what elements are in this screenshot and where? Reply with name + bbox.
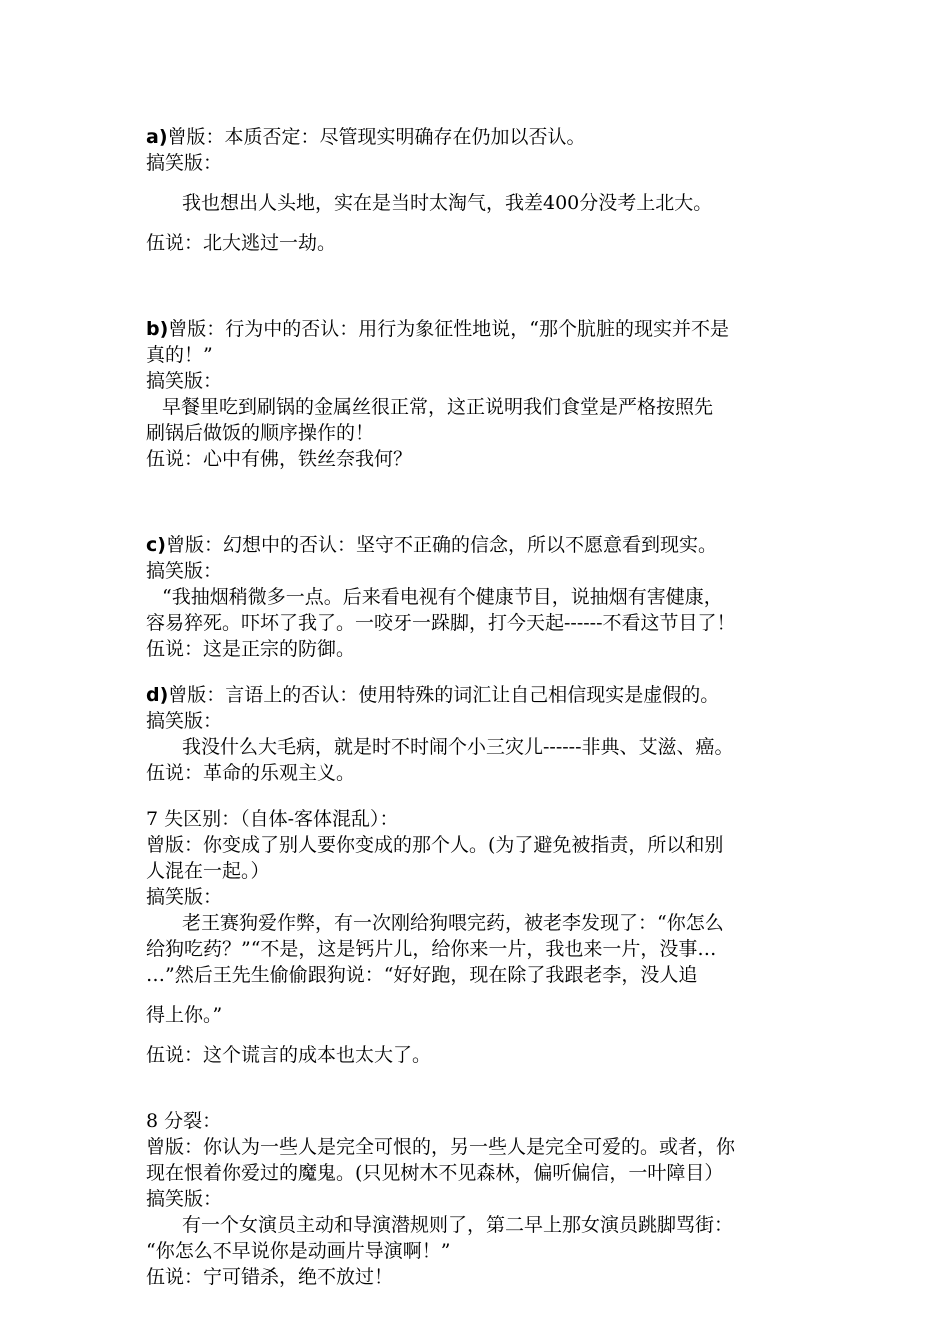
comment: 伍说：这个谎言的成本也太大了。 [146, 1044, 432, 1066]
section-a-heading [146, 124, 826, 150]
funny-label: 搞笑版： [146, 560, 223, 582]
comment: 伍说：这是正宗的防御。 [146, 638, 356, 660]
funny-label: 搞笑版： [146, 886, 223, 908]
joke-text: 有一个女演员主动和导演潜规则了，第二早上那女演员跳脚骂街： [182, 1214, 734, 1236]
joke-text: 我没什么大毛病，就是时不时闹个小三灾儿------非典、艾滋、癌。 [182, 736, 734, 758]
joke-text: “我抽烟稍微多一点。后来看电视有个健康节目，说抽烟有害健康， [162, 586, 723, 608]
comment: 伍说：宁可错杀，绝不放过！ [146, 1266, 394, 1288]
heading-text: 曾版：言语上的否认：使用特殊的词汇让自己相信现实是虚假的。 [168, 684, 720, 706]
joke-text-cont: 给狗吃药？”“不是，这是钙片儿，给你来一片，我也来一片，没事… [146, 938, 717, 960]
heading-text: 曾版：行为中的否认：用行为象征性地说，“那个肮脏的现实并不是 [168, 318, 730, 340]
heading-text-cont: 真的！” [146, 344, 213, 366]
joke-text-cont: 容易猝死。吓坏了我了。一咬牙一跺脚，打今天起------不看这节目了！ [146, 612, 736, 634]
section-7-title: 7 失区别：（自体-客体混乱）： [146, 808, 399, 830]
joke-text-cont: 得上你。” [146, 1004, 223, 1026]
joke-text-cont: “你怎么不早说你是动画片导演啊！” [146, 1240, 451, 1262]
comment: 伍说：革命的乐观主义。 [146, 762, 356, 784]
funny-label: 搞笑版： [146, 710, 223, 732]
section-d-heading [146, 682, 826, 708]
joke-text: 我也想出人头地，实在是当时太淘气，我差400分没考上北大。 [182, 192, 713, 214]
item-marker: a) [146, 126, 168, 148]
comment: 伍说：北大逃过一劫。 [146, 232, 337, 254]
item-marker: b) [146, 318, 169, 340]
zeng-text-cont: 人混在一起。） [146, 860, 270, 882]
section-8-title: 8 分裂： [146, 1110, 222, 1132]
heading-text: 曾版：幻想中的否认：坚守不正确的信念，所以不愿意看到现实。 [165, 534, 717, 556]
joke-text-cont: …”然后王先生偷偷跟狗说：“好好跑，现在除了我跟老李，没人追 [146, 964, 698, 986]
heading-text: 曾版：本质否定：尽管现实明确存在仍加以否认。 [167, 126, 586, 148]
item-marker: c) [146, 534, 166, 556]
joke-text: 老王赛狗爱作弊，有一次刚给狗喂完药，被老李发现了：“你怎么 [182, 912, 724, 934]
section-c-heading [146, 532, 826, 558]
funny-label: 搞笑版： [146, 1188, 223, 1210]
item-marker: d) [146, 684, 169, 706]
joke-text: 早餐里吃到刷锅的金属丝很正常，这正说明我们食堂是严格按照先 [162, 396, 714, 418]
document-page [146, 124, 826, 1290]
zeng-text: 曾版：你变成了别人要你变成的那个人。(为了避免被指责，所以和别 [146, 834, 724, 856]
zeng-text: 曾版：你认为一些人是完全可恨的，另一些人是完全可爱的。或者，你 [146, 1136, 736, 1158]
funny-label: 搞笑版： [146, 152, 223, 174]
funny-label: 搞笑版： [146, 370, 223, 392]
section-b-heading [146, 316, 826, 342]
comment: 伍说：心中有佛，铁丝奈我何？ [146, 448, 413, 470]
joke-text-cont: 刷锅后做饭的顺序操作的！ [146, 422, 375, 444]
zeng-text-cont: 现在恨着你爱过的魔鬼。(只见树木不见森林，偏听偏信，一叶障目） [146, 1162, 724, 1184]
